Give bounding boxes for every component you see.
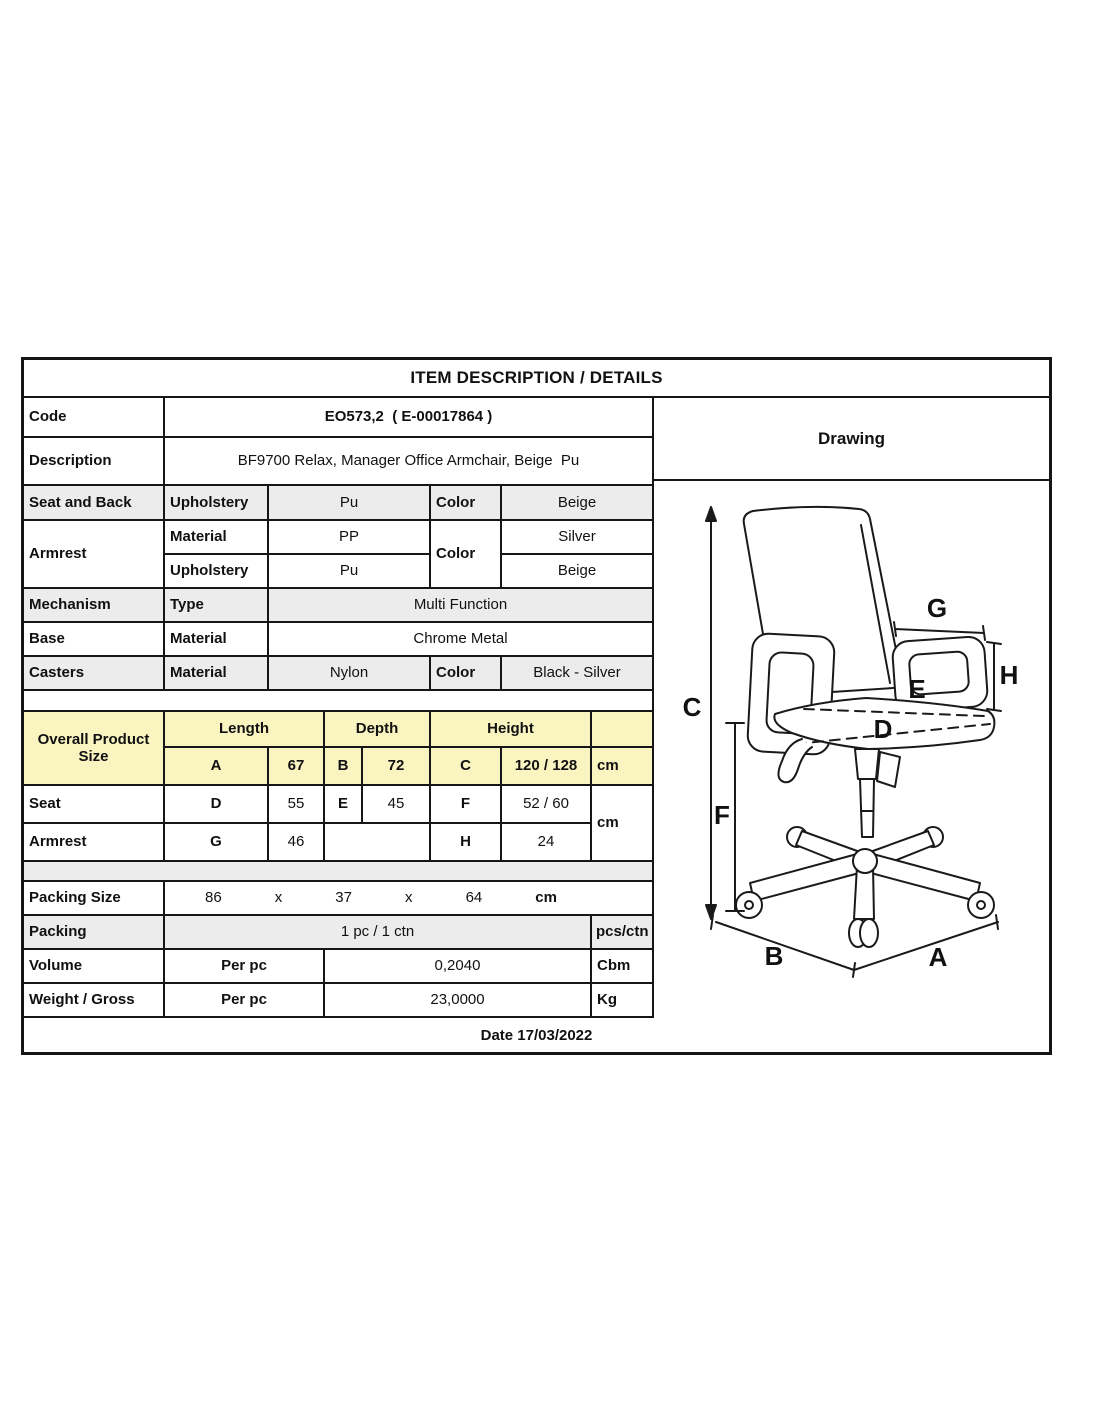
packing-size-v3: 64 — [465, 889, 483, 907]
overall-depth-value: 72 — [363, 748, 431, 786]
base-hub — [853, 849, 877, 873]
mechanism-label: Mechanism — [24, 589, 165, 623]
seat-and-back-value: Pu — [269, 486, 431, 521]
dim-label-h: H — [999, 659, 1019, 690]
dim-tick-g-right — [983, 626, 985, 640]
drawing-area — [654, 481, 1049, 1018]
armrest-length-value: 46 — [269, 824, 325, 862]
caster-center-wheel-2 — [860, 919, 878, 947]
packing-label: Packing — [24, 916, 165, 950]
armrest-label: Armrest — [24, 521, 165, 589]
overall-depth-key: B — [325, 748, 363, 786]
spec-grid — [24, 398, 654, 1018]
dim-label-a: A — [928, 941, 948, 972]
packing-size-v2: 37 — [335, 889, 352, 907]
base-leg-front-right — [867, 854, 980, 901]
length-header: Length — [165, 712, 325, 748]
weight-value: 23,0000 — [325, 984, 592, 1018]
mechanism-box — [877, 752, 900, 787]
volume-label: Volume — [24, 950, 165, 984]
dim-cap-h-top — [987, 642, 1001, 644]
caster-front-right — [968, 892, 994, 918]
volume-basis: Per pc — [165, 950, 325, 984]
description-label: Description — [24, 438, 165, 486]
dim-label-c: C — [682, 691, 702, 722]
weight-unit: Kg — [592, 984, 654, 1018]
drawing-title: Drawing — [817, 428, 886, 448]
packing-unit: pcs/ctn — [592, 916, 654, 950]
base-property: Material — [165, 623, 269, 657]
dim-label-b: B — [764, 940, 784, 971]
caster-front-left — [736, 892, 762, 918]
dim-line-g — [895, 629, 984, 633]
casters-color-label: Color — [431, 657, 502, 691]
code-label: Code — [24, 398, 165, 438]
overall-unit: cm — [592, 748, 654, 786]
base-label: Base — [24, 623, 165, 657]
weight-label: Weight / Gross — [24, 984, 165, 1018]
packing-size-v1: 86 — [205, 889, 222, 907]
packing-size-label: Packing Size — [24, 882, 165, 916]
seat-height-key: F — [431, 786, 502, 824]
armrest-upholstery-value: Pu — [269, 555, 431, 589]
armrest-material-label: Material — [165, 521, 269, 555]
drawing-column — [654, 398, 1049, 1018]
height-header: Height — [431, 712, 592, 748]
spacer-row — [24, 691, 654, 712]
overall-size-label: Overall Product Size — [24, 712, 165, 786]
armrest-material-value: PP — [269, 521, 431, 555]
table-title: ITEM DESCRIPTION / DETAILS — [24, 360, 1049, 398]
seat-and-back-property: Upholstery — [165, 486, 269, 521]
armrest-dim-label: Armrest — [24, 824, 165, 862]
casters-value: Nylon — [269, 657, 431, 691]
seat-and-back-color-label: Color — [431, 486, 502, 521]
seat-length-key: D — [165, 786, 269, 824]
overall-length-key: A — [165, 748, 269, 786]
date-text: Date 17/03/2022 — [480, 1026, 593, 1044]
packing-size-sep2: x — [405, 889, 413, 907]
seat-armrest-unit: cm — [592, 786, 654, 862]
dim-tick-g-left — [894, 622, 896, 636]
casters-label: Casters — [24, 657, 165, 691]
armrest-material-color: Silver — [502, 521, 654, 555]
dim-label-d: D — [873, 713, 893, 744]
armrest-upholstery-color: Beige — [502, 555, 654, 589]
casters-property: Material — [165, 657, 269, 691]
overall-height-key: C — [431, 748, 502, 786]
volume-unit: Cbm — [592, 950, 654, 984]
chair-drawing — [654, 481, 1049, 1013]
dim-arrow-c-bottom — [706, 905, 716, 919]
description-value: BF9700 Relax, Manager Office Armchair, Beige Pu — [165, 438, 654, 486]
gas-lift-lower — [860, 779, 874, 837]
armrest-height-value: 24 — [502, 824, 592, 862]
depth-header: Depth — [325, 712, 431, 748]
drawing-header — [654, 398, 1049, 481]
overall-length-value: 67 — [269, 748, 325, 786]
armrest-color-label: Color — [431, 521, 502, 589]
table-main — [24, 398, 1049, 1018]
code-value: EO573,2 ( E-00017864 ) — [165, 398, 654, 438]
size-header-empty — [592, 712, 654, 748]
dim-label-e: E — [908, 673, 926, 704]
armrest-height-key: H — [431, 824, 502, 862]
armrest-length-key: G — [165, 824, 269, 862]
armrest-upholstery-label: Upholstery — [165, 555, 269, 589]
seat-and-back-color-value: Beige — [502, 486, 654, 521]
weight-basis: Per pc — [165, 984, 325, 1018]
base-leg-front-left — [750, 854, 863, 901]
seat-and-back-label: Seat and Back — [24, 486, 165, 521]
dim-tick-ab-center — [853, 963, 855, 977]
dim-tick-a-right — [996, 915, 998, 929]
seat-depth-key: E — [325, 786, 363, 824]
packing-size-sep1: x — [274, 889, 283, 907]
packing-value: 1 pc / 1 ctn — [165, 916, 592, 950]
packing-size-values — [165, 882, 654, 916]
volume-value: 0,2040 — [325, 950, 592, 984]
dim-label-f: F — [714, 799, 730, 830]
gas-lift-upper — [855, 749, 879, 779]
date-row — [24, 1018, 1049, 1052]
dim-label-g: G — [926, 592, 948, 623]
casters-color-value: Black - Silver — [502, 657, 654, 691]
seat-dim-label: Seat — [24, 786, 165, 824]
overall-height-value: 120 / 128 — [502, 748, 592, 786]
packing-size-unit: cm — [535, 889, 557, 907]
base-value: Chrome Metal — [269, 623, 654, 657]
item-description-table — [21, 357, 1052, 1055]
dim-line-b — [716, 922, 854, 970]
seat-depth-value: 45 — [363, 786, 431, 824]
spacer-row-gray — [24, 862, 654, 882]
mechanism-property: Type — [165, 589, 269, 623]
seat-length-value: 55 — [269, 786, 325, 824]
armrest-dim-empty — [325, 824, 431, 862]
dim-arrow-c-top — [706, 507, 716, 521]
mechanism-value: Multi Function — [269, 589, 654, 623]
seat-height-value: 52 / 60 — [502, 786, 592, 824]
